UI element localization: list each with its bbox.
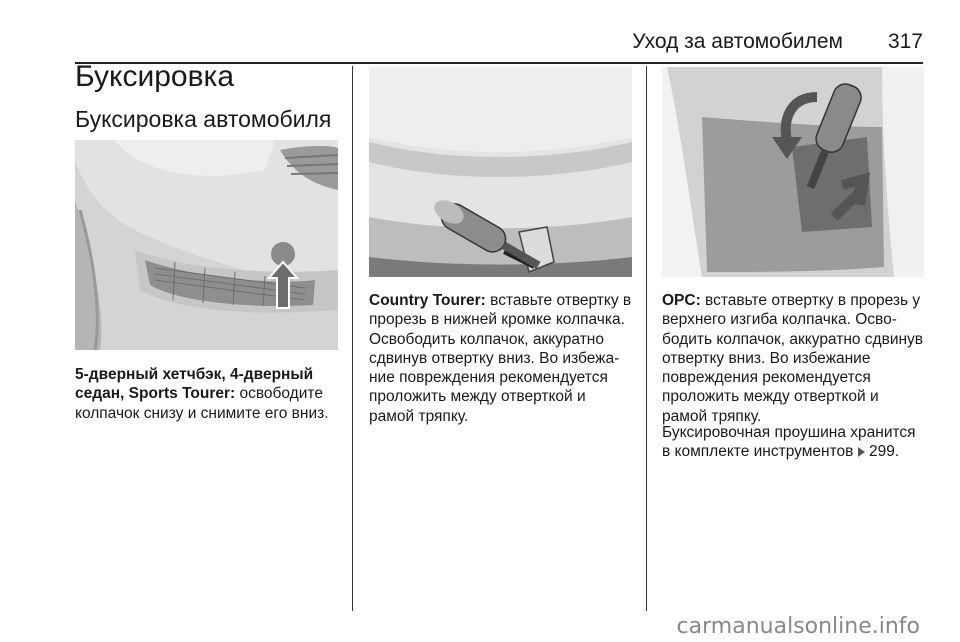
storage-note bbox=[662, 423, 928, 462]
figure-1-caption bbox=[75, 365, 345, 423]
page-header bbox=[75, 22, 923, 54]
figure-opc-bumper bbox=[662, 67, 924, 277]
caption-body: вставьте отвертку в прорезь у верхнего изгиба колпачка. Освободить колпачок, аккуратно сдвинув отвертку вниз. Во избежание повреждения рекомендуется проложить между отверткой и рамой тряпку. bbox=[662, 292, 924, 425]
caption-model-label: OPC: bbox=[662, 292, 701, 309]
chapter-title: Уход за автомобилем bbox=[632, 30, 843, 53]
caption-body: освободите колпачок снизу и снимите его вниз. bbox=[75, 385, 329, 422]
section-heading: Буксировка bbox=[75, 60, 235, 93]
page-reference-icon bbox=[858, 447, 865, 457]
page-number: 317 bbox=[887, 30, 923, 53]
page-reference-link[interactable]: 299. bbox=[864, 443, 900, 461]
figure-2-caption bbox=[369, 291, 635, 426]
watermark: carmanualsonline.info bbox=[676, 614, 920, 639]
column-divider bbox=[352, 66, 353, 611]
note-body: Буксировочная проушина хранится в комплекте инструментов bbox=[662, 424, 916, 461]
section-subheading: Буксировка автомобиля bbox=[75, 106, 332, 132]
caption-body: вставьте отвертку в прорезь в нижней кромке колпачка. Освободить колпачок, аккуратно сдвинув отвертку вниз. Во избежание повреждения рекомендуется проложить между отверткой и рамой тряпку. bbox=[369, 292, 632, 425]
caption-model-label: 5-дверный хетчбэк, 4-дверный седан, Sports Tourer: bbox=[75, 366, 314, 403]
figure-country-tourer-bumper bbox=[369, 67, 632, 277]
caption-model-label: Country Tourer: bbox=[369, 292, 486, 309]
column-divider bbox=[646, 66, 647, 611]
figure-hatchback-bumper bbox=[75, 140, 338, 350]
figure-3-caption bbox=[662, 291, 928, 426]
